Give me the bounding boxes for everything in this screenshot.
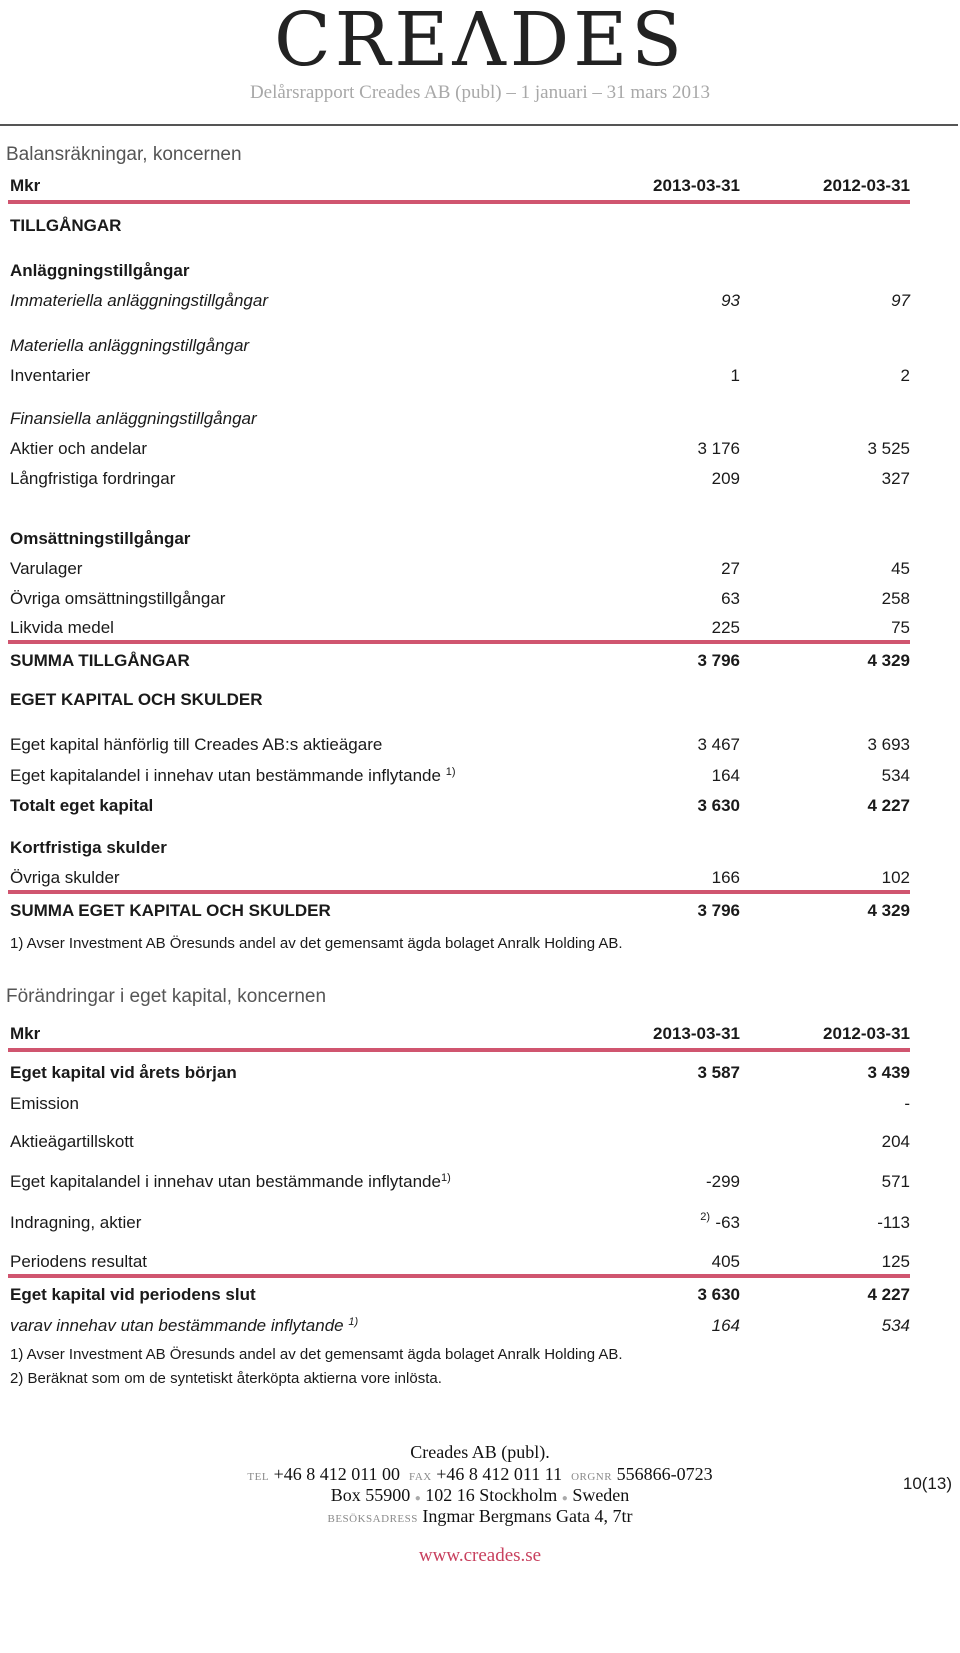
- row-label: EGET KAPITAL OCH SKULDER: [10, 690, 263, 709]
- fax-number: +46 8 412 011 11: [436, 1464, 563, 1484]
- balance-footnote: 1) Avser Investment AB Öresunds andel av det gemensamt ägda bolaget Anralk Holding AB.: [10, 935, 623, 952]
- row-label: Anläggningstillgångar: [10, 261, 190, 280]
- balance-unit-label: Mkr: [10, 176, 41, 195]
- postal-address: 102 16 Stockholm: [425, 1485, 558, 1505]
- row-value-2013: 166: [711, 868, 740, 887]
- row-value-2013: 3 467: [697, 735, 740, 754]
- table-row: [10, 1211, 910, 1235]
- row-label: Omsättningstillgångar: [10, 529, 191, 548]
- row-value-2013: 164: [711, 766, 740, 785]
- row-label: Finansiella anläggningstillgångar: [10, 409, 257, 428]
- table-row: [10, 764, 910, 788]
- row-value-2013: 27: [721, 559, 740, 578]
- row-label: SUMMA TILLGÅNGAR: [10, 651, 190, 670]
- page-header: [0, 0, 960, 130]
- row-value-2012: 102: [881, 868, 910, 887]
- row-value-2013: 3 630: [697, 796, 740, 815]
- visit-label: BESÖKSADRESS: [327, 1513, 418, 1525]
- row-label: Eget kapitalandel i innehav utan bestämmande inflytande$^{1)}$: [10, 1172, 451, 1191]
- table-row: [10, 1092, 910, 1116]
- balance-title: Balansräkningar, koncernen: [6, 144, 242, 165]
- row-value-2012: 571: [881, 1172, 910, 1191]
- row-label: Totalt eget kapital: [10, 796, 154, 815]
- row-label: Övriga skulder: [10, 868, 120, 887]
- row-value-2012: -113: [877, 1213, 910, 1232]
- row-value-2012: 125: [881, 1252, 910, 1271]
- row-value-2013: 3 176: [697, 439, 740, 458]
- table-row: [10, 334, 910, 358]
- table-row: [10, 649, 910, 673]
- balance-column-header: [10, 174, 910, 198]
- table-row: [10, 467, 910, 491]
- row-label: varav innehav utan bestämmande inflytande $^{1)}$: [10, 1316, 359, 1335]
- row-label: Eget kapital hänförlig till Creades AB:s aktieägare: [10, 735, 383, 754]
- footnote-ref: 1): [445, 766, 456, 778]
- row-value-2013: 93: [721, 291, 740, 310]
- visit-address: Ingmar Bergmans Gata 4, 7tr: [422, 1506, 633, 1526]
- row-label: Eget kapitalandel i innehav utan bestämmande inflytande $^{1)}$: [10, 766, 456, 785]
- country: Sweden: [572, 1485, 630, 1505]
- table-row: [10, 407, 910, 431]
- header-divider: [0, 124, 958, 126]
- report-subtitle: Delårsrapport Creades AB (publ) – 1 januari – 31 mars 2013: [249, 82, 711, 103]
- equity-footnote-2: 2) Beräknat som om de syntetiskt återköpta aktierna vore inlösta.: [10, 1370, 442, 1387]
- row-value-2013: 3 587: [697, 1063, 740, 1082]
- equity-col1-header: 2013-03-31: [653, 1024, 740, 1043]
- row-value-2012: 258: [881, 589, 910, 608]
- equity-unit-label: Mkr: [10, 1024, 41, 1043]
- table-row: [10, 437, 910, 461]
- footnote-ref: 2): [700, 1211, 710, 1223]
- row-value-2012: 204: [881, 1132, 910, 1151]
- orgnr-label: ORGNR: [571, 1471, 613, 1483]
- separator-dot-icon: ●: [414, 1493, 421, 1504]
- footer-company: Creades AB (publ).: [410, 1442, 550, 1462]
- table-row: [10, 1314, 910, 1338]
- row-value-2013: 3 796: [697, 901, 740, 920]
- row-label: SUMMA EGET KAPITAL OCH SKULDER: [10, 901, 331, 920]
- table-row: [10, 557, 910, 581]
- row-label: Indragning, aktier: [10, 1213, 142, 1232]
- row-label: TILLGÅNGAR: [10, 216, 122, 235]
- table-row: [10, 527, 910, 551]
- creades-logo: CREΛDES: [274, 0, 686, 83]
- table-row: [10, 688, 910, 712]
- row-value-2012: 534: [881, 766, 910, 785]
- table-row: [10, 1130, 910, 1154]
- table-row: [10, 364, 910, 388]
- row-value-2013: 225: [711, 618, 740, 637]
- row-value-2012: 2: [900, 366, 910, 385]
- row-value-2013: 405: [711, 1252, 740, 1271]
- equity-title: Förändringar i eget kapital, koncernen: [6, 986, 327, 1007]
- row-label: Övriga omsättningstillgångar: [10, 589, 226, 608]
- page-number: 10(13): [902, 1474, 952, 1493]
- table-row: [10, 1250, 910, 1274]
- fax-label: FAX: [409, 1471, 432, 1483]
- balance-col1-header: 2013-03-31: [653, 176, 740, 195]
- row-value-2012: 75: [891, 618, 910, 637]
- row-value-2012: 4 329: [867, 651, 910, 670]
- row-label: Immateriella anläggningstillgångar: [10, 291, 268, 310]
- row-value-2012: -: [904, 1094, 910, 1113]
- table-row: [10, 214, 910, 238]
- row-label: Materiella anläggningstillgångar: [10, 336, 250, 355]
- row-label: Eget kapital vid periodens slut: [10, 1285, 256, 1304]
- tel-label: TEL: [247, 1471, 270, 1483]
- row-value-2013: 164: [711, 1316, 740, 1335]
- table-row: [10, 836, 910, 860]
- row-label: Inventarier: [10, 366, 91, 385]
- total-liabilities-rule: [8, 890, 910, 894]
- row-label: Långfristiga fordringar: [10, 469, 176, 488]
- row-label: Eget kapital vid årets början: [10, 1063, 237, 1082]
- tel-number: +46 8 412 011 00: [273, 1464, 401, 1484]
- postbox: Box 55900: [330, 1485, 411, 1505]
- row-value-2012: 4 227: [867, 796, 910, 815]
- row-value-2013: -63: [715, 1213, 740, 1232]
- row-value-2012: 3 525: [867, 439, 910, 458]
- row-value-2012: 534: [881, 1316, 910, 1335]
- row-label: Likvida medel: [10, 618, 114, 637]
- table-row: [10, 866, 910, 890]
- table-row: [10, 616, 910, 640]
- footer-address-line: [0, 1485, 960, 1506]
- equity-header-rule: [8, 1048, 910, 1052]
- row-value-2013: -299: [705, 1172, 740, 1191]
- row-value-2012: 97: [891, 291, 910, 310]
- footer-web: [0, 1545, 960, 1567]
- row-label: Periodens resultat: [10, 1252, 148, 1271]
- footer-visit-line: [0, 1506, 960, 1527]
- equity-footnote-1: 1) Avser Investment AB Öresunds andel av det gemensamt ägda bolaget Anralk Holding AB.: [10, 1346, 623, 1363]
- balance-header-rule: [8, 200, 910, 204]
- equity-col2-header: 2012-03-31: [823, 1024, 910, 1043]
- row-label: Emission: [10, 1094, 79, 1113]
- row-label: Aktier och andelar: [10, 439, 148, 458]
- footer-contact-line: [0, 1464, 960, 1485]
- separator-dot-icon: ●: [561, 1493, 568, 1504]
- equity-total-rule: [8, 1274, 910, 1278]
- row-value-2012: 45: [891, 559, 910, 578]
- row-value-2012: 4 227: [867, 1285, 910, 1304]
- row-value-2013: 209: [711, 469, 740, 488]
- orgnr-number: 556866-0723: [616, 1464, 713, 1484]
- table-row: [10, 1283, 910, 1307]
- table-row: [10, 1061, 910, 1085]
- table-row: [10, 733, 910, 757]
- row-value-2013: 1: [730, 366, 740, 385]
- table-row: [10, 259, 910, 283]
- row-value-2013: 3 796: [697, 651, 740, 670]
- row-label: Kortfristiga skulder: [10, 838, 167, 857]
- row-value-2012: 3 693: [867, 735, 910, 754]
- table-row: [10, 587, 910, 611]
- row-value-2012: 3 439: [867, 1063, 910, 1082]
- row-value-2013: 3 630: [697, 1285, 740, 1304]
- row-value-2012: 327: [881, 469, 910, 488]
- table-row: [10, 899, 910, 923]
- total-assets-rule: [8, 640, 910, 644]
- footnote-ref: 1): [440, 1172, 451, 1184]
- equity-column-header: [10, 1022, 910, 1046]
- table-row: [10, 1170, 910, 1194]
- balance-col2-header: 2012-03-31: [823, 176, 910, 195]
- row-value-2013: 63: [721, 589, 740, 608]
- table-row: [10, 794, 910, 818]
- row-label: Varulager: [10, 559, 83, 578]
- row-label: Aktieägartillskott: [10, 1132, 134, 1151]
- footnote-ref: 1): [348, 1316, 359, 1328]
- table-row: [10, 289, 910, 313]
- website-link[interactable]: www.creades.se: [418, 1545, 542, 1566]
- row-value-2012: 4 329: [867, 901, 910, 920]
